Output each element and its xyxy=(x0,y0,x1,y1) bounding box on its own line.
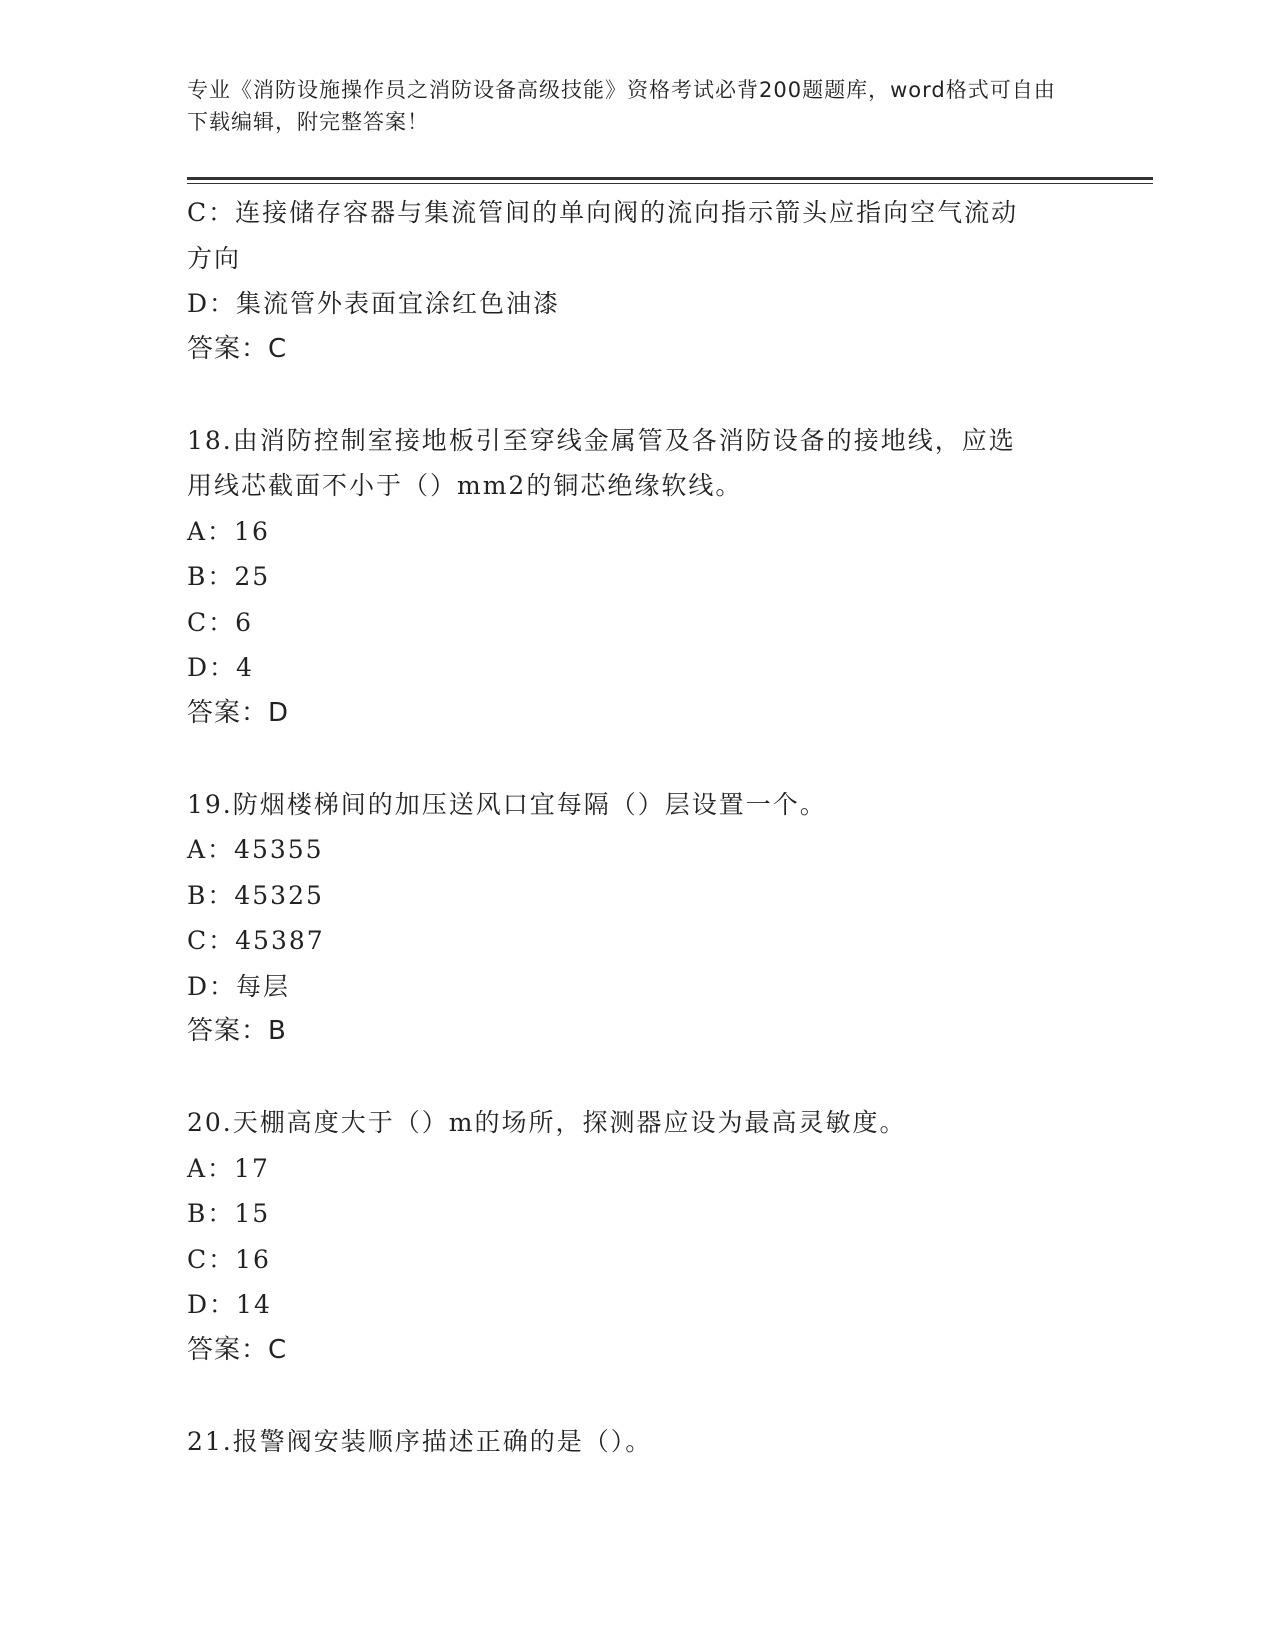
option-b: B：25 xyxy=(187,562,271,591)
question-content xyxy=(187,190,1087,1464)
question-stem-continued: 用线芯截面不小于（）mm2的铜芯绝缘软线。 xyxy=(187,471,743,500)
spacer xyxy=(187,736,1087,782)
option-d: D：14 xyxy=(187,1290,272,1319)
option-a: A：16 xyxy=(187,516,270,546)
option-c: C：16 xyxy=(187,1244,271,1274)
option-c: C：45387 xyxy=(187,926,325,955)
option-d: D：集流管外表面宜涂红色油漆 xyxy=(187,289,561,318)
question-stem: 19.防烟楼梯间的加压送风口宜每隔（）层设置一个。 xyxy=(187,789,827,819)
page-header: 专业《消防设施操作员之消防设备高级技能》资格考试必背200题题库，word格式可自由下载编辑，附完整答案！ xyxy=(187,78,1056,134)
spacer xyxy=(187,372,1087,418)
option-b: B：15 xyxy=(187,1199,271,1228)
answer-line: 答案：C xyxy=(187,333,288,364)
option-a: A：17 xyxy=(187,1153,270,1183)
option-c: C：6 xyxy=(187,607,254,637)
option-c-continued: 方向 xyxy=(187,243,242,273)
spacer xyxy=(187,1055,1087,1101)
question-stem: 20.天棚高度大于（）m的场所，探测器应设为最高灵敏度。 xyxy=(187,1108,907,1137)
option-d: D：4 xyxy=(187,653,254,682)
option-a: A：45355 xyxy=(187,835,324,864)
question-stem: 21.报警阀安装顺序描述正确的是（）。 xyxy=(187,1426,653,1456)
answer-line: 答案：C xyxy=(187,1334,288,1365)
question-stem: 18.由消防控制室接地板引至穿线金属管及各消防设备的接地线，应选 xyxy=(187,425,1016,455)
option-d: D：每层 xyxy=(187,971,291,1001)
header-rule-thick xyxy=(187,177,1153,180)
answer-line: 答案：D xyxy=(187,697,290,728)
header-rule-thin xyxy=(187,183,1153,184)
answer-line: 答案：B xyxy=(187,1016,287,1046)
option-c: C：连接储存容器与集流管间的单向阀的流向指示箭头应指向空气流动 xyxy=(187,198,1019,227)
option-b: B：45325 xyxy=(187,880,324,910)
spacer xyxy=(187,1373,1087,1419)
